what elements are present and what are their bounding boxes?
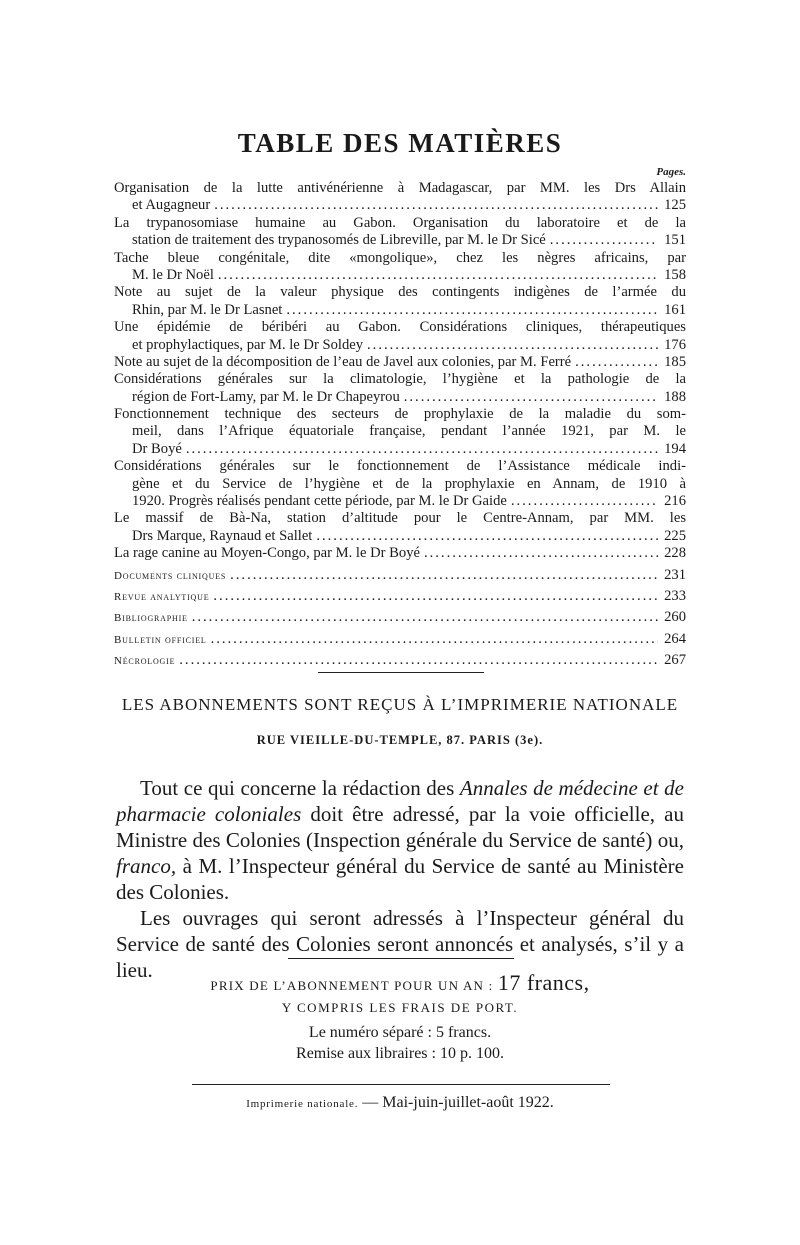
editorial-notice [116,775,684,983]
toc-entry [114,567,686,584]
toc-entry-text: Drs Marque, Raynaud et Sallet [132,527,313,544]
toc-entry-text: La trypanosomiase humaine au Gabon. Organisation du laboratoire et de la [114,214,686,231]
notice-text: Tout ce qui concerne la rédaction des [140,776,460,800]
dot-leader [192,609,658,626]
subscription-price [0,970,800,996]
toc-entry [114,215,686,250]
price-label: PRIX DE L’ABONNEMENT POUR UN AN : [210,978,498,993]
toc-entry-text: Une épidémie de béribéri au Gabon. Considérations cliniques, thérapeutiques [114,319,686,336]
toc-entry-text: Documents cliniques [114,569,227,582]
toc-entry-text: Nécrologie [114,655,176,668]
price-note: Y COMPRIS LES FRAIS DE PORT. [281,1000,519,1015]
divider-rule [318,672,484,673]
toc-entry-text: station de traitement des trypanosomés de Libreville, par M. le Dr Sicé [132,232,546,249]
dot-leader [316,528,658,545]
toc-entry-text: Note au sujet de la décomposition de l’eau de Javel aux colonies, par M. Ferré [114,353,572,370]
toc-page-number: 260 [664,609,686,626]
notice-paragraph: Les ouvrages qui seront adressés à l’Inspecteur général du Service de santé des Colonies seront annoncés et analysés, s’il y a lieu. [116,906,684,982]
single-issue-price: Le numéro séparé : 5 francs. [308,1024,492,1041]
notice-text: doit être adressé, par la voie officielle, au Ministre des Colonies (Inspection générale du Service de santé) ou, [116,802,684,852]
toc-entry-text: Bulletin officiel [114,633,207,646]
toc-page-number: 233 [664,587,686,604]
toc-entry [114,652,686,669]
dot-leader [218,267,658,284]
toc-entry [114,371,686,406]
toc-page-number: 194 [664,440,686,457]
toc-page-number: 185 [664,353,686,370]
toc-page-number: 264 [664,630,686,647]
toc-entry-text: gène et du Service de l’hygiène et de la prophylaxie en Annam, de 1910 à [132,475,686,492]
toc-page-number: 231 [664,566,686,583]
dot-leader [286,302,658,319]
toc-entry [114,354,686,371]
notice-paragraph [116,775,684,905]
toc-entry [114,284,686,319]
toc-entry [114,406,686,458]
dot-leader [230,567,658,584]
toc-entry-text: Note au sujet de la valeur physique des contingents indigènes de l’armée du [114,284,686,301]
toc-entry-text: Revue analytique [114,590,210,603]
subscription-address: RUE VIEILLE-DU-TEMPLE, 87. PARIS (3e). [256,733,544,747]
imprint-line [0,1094,800,1112]
notice-italic: franco, [116,854,177,878]
journal-title: Annales de médecine et de pharmacie coloniales [116,776,684,826]
toc-page-number: 188 [664,388,686,405]
dot-leader [211,631,658,648]
bookseller-discount: Remise aux libraires : 10 p. 100. [296,1045,504,1062]
toc-page-number: 225 [664,527,686,544]
pages-column-label: Pages. [656,166,686,178]
notice-text: à M. l’Inspecteur général du Service de santé au Ministère des Colonies. [116,854,684,904]
toc-entry-text: Bibliographie [114,612,188,625]
dot-leader [213,588,658,605]
toc-entry [114,319,686,354]
toc-page-number: 267 [664,652,686,669]
dot-leader [186,441,658,458]
dot-leader [214,197,658,214]
dot-leader [575,354,658,371]
toc-entry-text: région de Fort-Lamy, par M. le Dr Chapeyrou [132,388,400,405]
page-title: TABLE DES MATIÈRES [237,128,563,158]
toc-entry-text: La rage canine au Moyen-Congo, par M. le Dr Boyé [114,545,420,562]
toc-entry-text: Considérations générales sur le fonctionnement de l’Assistance médicale indi- [114,458,686,475]
toc-entry [114,250,686,285]
toc-entry-text: Considérations générales sur la climatologie, l’hygiène et la pathologie de la [114,371,686,388]
dot-leader [511,493,658,510]
dot-leader [179,652,658,669]
toc-entry-text: 1920. Progrès réalisés pendant cette période, par M. le Dr Gaide [132,493,507,510]
toc-entry-text: et prophylactiques, par M. le Dr Soldey [132,336,364,353]
toc-entry [114,510,686,545]
toc-entry [114,631,686,648]
dot-leader [550,232,658,249]
toc-entry-text: Le massif de Bà-Na, station d’altitude pour le Centre-Annam, par MM. les [114,510,686,527]
toc-entry-text: meil, dans l’Afrique équatoriale française, pendant l’année 1921, par M. le [132,423,686,440]
divider-rule [288,958,514,959]
toc-page-number: 216 [664,493,686,510]
toc-page-number: 161 [664,301,686,318]
toc-page-number: 176 [664,336,686,353]
dot-leader [424,545,658,562]
toc-page-number: 228 [664,545,686,562]
subscription-heading: LES ABONNEMENTS SONT REÇUS À L’IMPRIMERIE NATIONALE [121,695,679,714]
toc-entry-text: Tache bleue congénitale, dite «mongolique», chez les nègres africains, par [114,249,686,266]
toc-entry-text: et Augagneur [132,197,211,214]
toc-entry [114,180,686,215]
printer-name: Imprimerie nationale. [246,1098,359,1110]
toc-page-number: 125 [664,197,686,214]
toc-page-number: 151 [664,232,686,249]
dot-leader [404,389,658,406]
toc-entry [114,609,686,626]
dot-leader [367,337,658,354]
toc-entry-text: Dr Boyé [132,440,182,457]
table-of-contents [114,180,686,670]
toc-entry [114,588,686,605]
toc-entry-text: M. le Dr Noël [132,266,214,283]
price-value: 17 francs, [497,970,590,995]
toc-entry [114,458,686,510]
toc-entry-text: Rhin, par M. le Dr Lasnet [132,301,283,318]
toc-entry [114,545,686,562]
toc-entry-text: Fonctionnement technique des secteurs de prophylaxie de la maladie du som- [114,406,686,423]
toc-page-number: 158 [664,266,686,283]
toc-entry-text: Organisation de la lutte antivénérienne à Madagascar, par MM. les Drs Allain [114,180,686,196]
divider-rule [192,1084,610,1085]
issue-date: — Mai-juin-juillet-août 1922. [358,1094,554,1111]
